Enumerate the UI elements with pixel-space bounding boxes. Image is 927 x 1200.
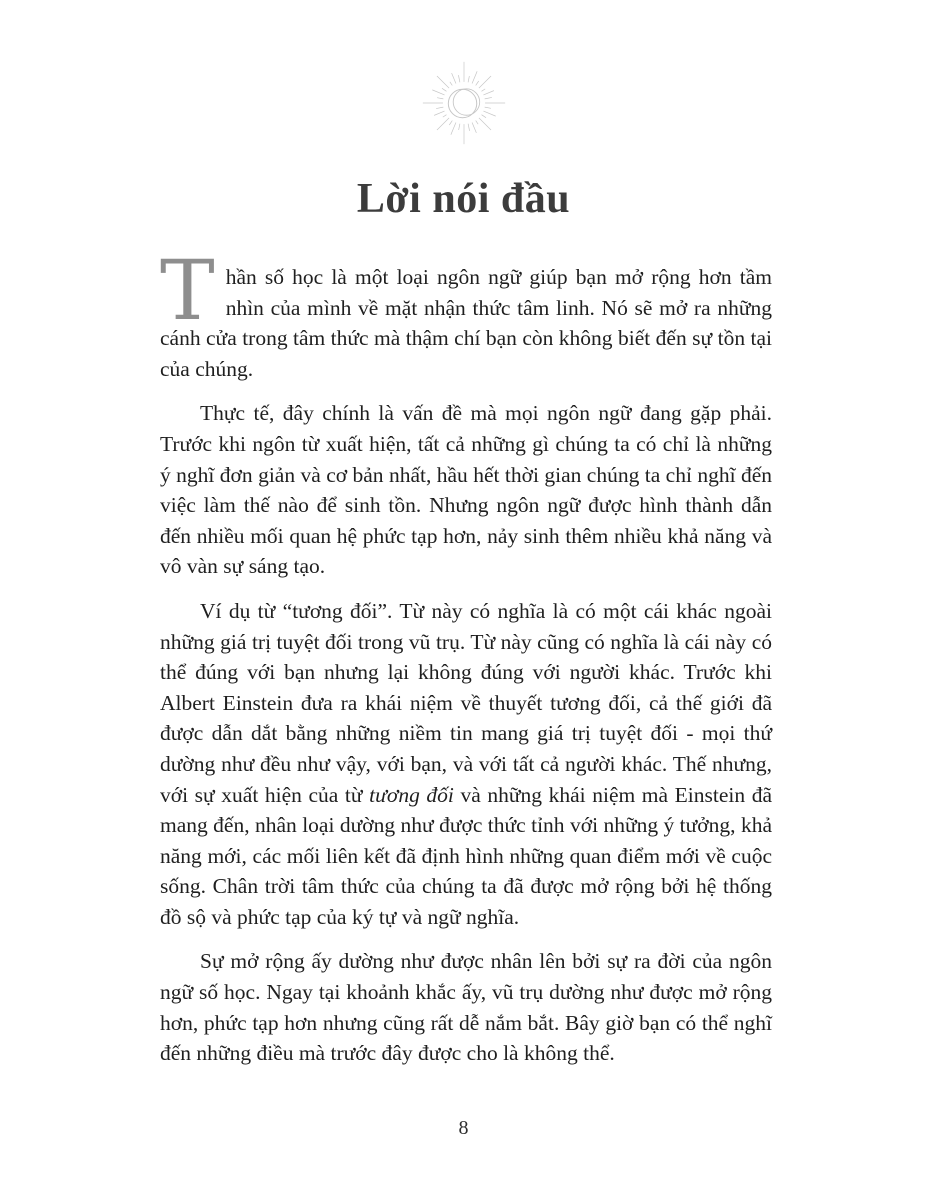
paragraph-3: [160, 596, 772, 933]
paragraph-2: Thực tế, đây chính là vấn đề mà mọi ngôn ngữ đang gặp phải. Trước khi ngôn từ xuất hiện, tất cả những gì chúng ta có chỉ là những ý nghĩ đơn giản và cơ bản nhất, hầu hết thời gian chúng ta chỉ nghĩ đến việc làm thế nào để sinh tồn. Nhưng ngôn ngữ được hình thành dẫn đến nhiều mối quan hệ phức tạp hơn, nảy sinh thêm nhiều khả năng và vô vàn sự sáng tạo.: [160, 401, 772, 579]
paragraph-3-text-a: Ví dụ từ “tương đối”. Từ này có nghĩa là có một cái khác ngoài những giá trị tuyệt đối trong vũ trụ. Từ này cũng có nghĩa là cái này có thể đúng với bạn nhưng lại không đúng với người khác. Trước khi Albert Einstein đưa ra khái niệm về thuyết tương đối, cả thế giới đã được dẫn dắt bằng những niềm tin mang giá trị tuyệt đối - mọi thứ dường như đều như vậy, với bạn, và với tất cả người khác. Thế nhưng, với sự xuất hiện của từ: [160, 598, 772, 807]
paragraph-1-text: hần số học là một loại ngôn ngữ giúp bạn mở rộng hơn tầm nhìn của mình về mặt nhận thức tâm linh. Nó sẽ mở ra những cánh cửa trong tâm thức mà thậm chí bạn còn không biết đến sự tồn tại của chúng.: [160, 265, 772, 381]
paragraph-1: [160, 244, 772, 384]
italic-term: tương đối: [369, 782, 454, 807]
page-number: 8: [458, 1117, 469, 1139]
drop-cap: T: [160, 244, 215, 339]
sun-eclipse-ornament-icon: [415, 54, 513, 152]
page-title: Lời nói đầu: [356, 176, 571, 223]
paragraph-4: Sự mở rộng ấy dường như được nhân lên bởi sự ra đời của ngôn ngữ số học. Ngay tại khoảnh khắc ấy, vũ trụ dường như được mở rộng hơn, phức tạp hơn nhưng cũng rất dễ nắm bắt. Bây giờ bạn có thể nghĩ đến những điều mà trước đây được cho là không thể.: [160, 949, 772, 1066]
paragraph-3-text-b: và những khái niệm mà Einstein đã mang đến, nhân loại dường như được thức tỉnh với những ý tưởng, khả năng mới, các mối liên kết đã định hình những quan điểm mới về cuộc sống. Chân trời tâm thức của chúng ta đã được mở rộng bởi hệ thống đồ sộ và phức tạp của ký tự và ngữ nghĩa.: [160, 782, 773, 929]
preface-text-block: [160, 244, 773, 1083]
